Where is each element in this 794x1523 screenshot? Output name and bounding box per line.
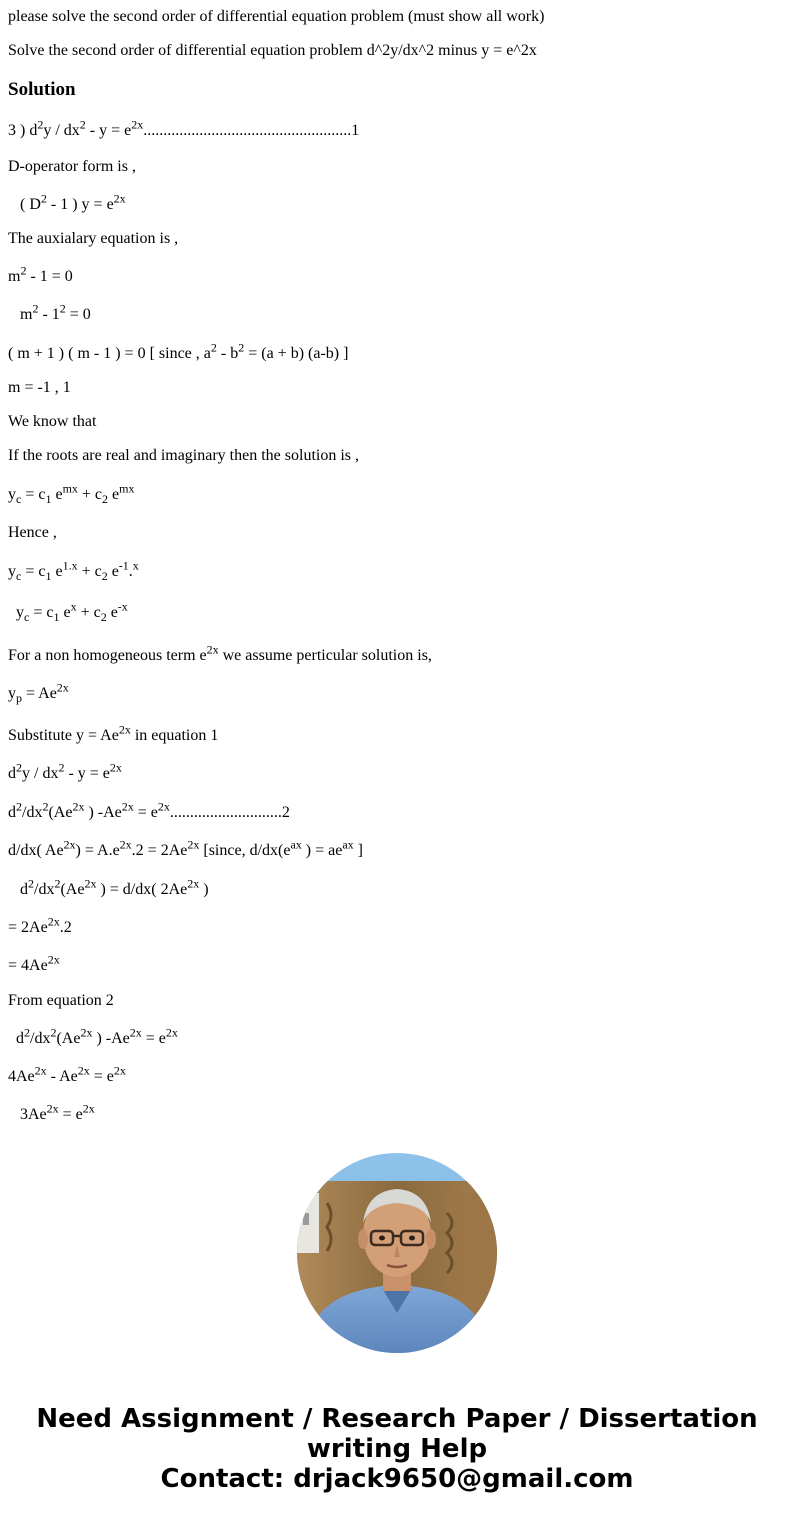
solution-line: = $2Ae^{2x}.2$ [8, 914, 72, 936]
question-body: Solve the second order of differential equation problem d^2y/dx^2 minus y = e^2x [8, 42, 537, 59]
solution-line: Hence , [8, 524, 57, 541]
solution-line: $y_c = c_1$ $e^{1.x} + c_2$ $e^{-1}.^x$ [8, 558, 139, 584]
promo-banner [0, 1404, 794, 1494]
solution-line: From equation 2 [8, 992, 114, 1009]
solution-line: $4Ae^{2x} - Ae^{2x} = e^{2x}$ [8, 1063, 126, 1085]
solution-line: $y_c = c_1$ $e^x + c_2$ $e^{-x}$ [8, 599, 128, 625]
solution-line: m = -1 , 1 [8, 379, 71, 396]
solution-line: ( m + 1 ) ( m - 1 ) = 0 [ since , $a^2 - b^2 = (a + b)$ (a-b) ] [8, 340, 349, 362]
solution-line: $3Ae^{2x} = e^{2x}$ [8, 1101, 95, 1123]
promo-line: writing Help [306, 1434, 488, 1464]
solution-line: $m^2 - 1 = 0$ [8, 263, 73, 285]
solution-line: If the roots are real and imaginary then the solution is , [8, 447, 360, 464]
contact-email: Contact: drjack9650@gmail.com [160, 1464, 634, 1494]
solution-line: ( $D^2 - 1$ ) $y = e^{2x}$ [8, 191, 126, 213]
solution-line: The auxialary equation is , [8, 230, 179, 247]
solution-line: $y_p = Ae^{2x}$ [8, 680, 69, 706]
person-portrait-icon [297, 1153, 497, 1353]
solution-line: $d^2/dx^2(Ae^{2x}$ ) $-Ae^{2x} = e^{2x}............................2$ [8, 799, 290, 821]
solution-line: = $4Ae^{2x}$ [8, 952, 60, 974]
solution-line: $d^2/dx^2(Ae^{2x}$ ) $-Ae^{2x} = e^{2x}$ [8, 1025, 178, 1047]
solution-line: 3 ) $d^2y / dx^2 - y = e^{2x}....................................................1$ [8, 117, 360, 139]
solution-line: d/dx( $Ae^{2x}) = A.e^{2x}.2 = 2Ae^{2x}$ [since, $d/dx(e^{ax}$ ) = $ae^{ax}$ ] [8, 837, 363, 859]
solution-line: Substitute $y = Ae^{2x}$ in equation 1 [8, 722, 219, 744]
question-title: please solve the second order of differential equation problem (must show all work) [8, 8, 545, 25]
solution-line: $d^2y / dx^2 - y = e^{2x}$ [8, 760, 122, 782]
avatar [297, 1153, 497, 1353]
solution-line: For a non homogeneous term $e^{2x}$ we assume perticular solution is, [8, 642, 432, 664]
solution-line: We know that [8, 413, 97, 430]
solution-line: $m^2 - 1^2 = 0$ [8, 301, 91, 323]
solution-line: D-operator form is , [8, 158, 136, 175]
promo-line: Need Assignment / Research Paper / Dissertation [36, 1404, 758, 1434]
solution-line: $d^2/dx^2(Ae^{2x}$ ) = d/dx( $2Ae^{2x}$ ) [8, 876, 209, 898]
solution-line: $y_c = c_1$ $e^{mx} + c_2$ $e^{mx}$ [8, 481, 135, 507]
solution-heading: Solution [8, 79, 76, 100]
